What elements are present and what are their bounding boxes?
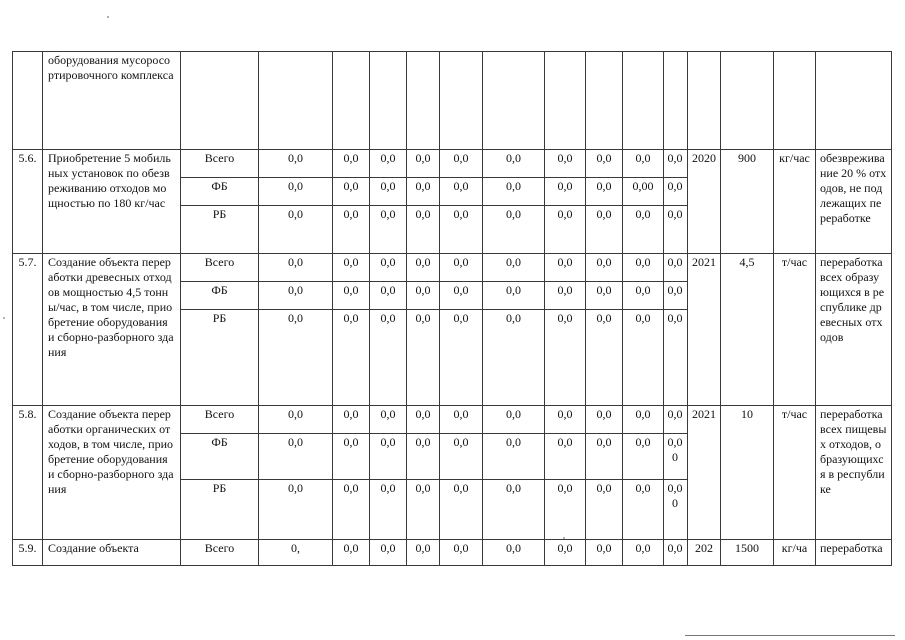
cell-value: 0,0	[586, 150, 623, 178]
cell-unit: кг/час	[774, 150, 816, 254]
cell-value: 0,0	[545, 540, 586, 566]
cell-unit: т/час	[774, 254, 816, 406]
cell-value: 0,0	[545, 310, 586, 406]
cell-value: 0,	[259, 540, 333, 566]
cell-value: 0,0	[440, 282, 483, 310]
cell-value: 0,0	[370, 434, 407, 480]
cell-value: 0,0	[545, 434, 586, 480]
cell-value: 0,0	[333, 406, 370, 434]
cell-source: РБ	[181, 310, 259, 406]
cell-value: 0,0	[483, 406, 545, 434]
cell-source: ФБ	[181, 434, 259, 480]
cell-value: 0,0	[664, 178, 688, 206]
cell-value: 0,00	[664, 480, 688, 540]
cell-value: 0,0	[370, 310, 407, 406]
cell-value: 0,0	[545, 178, 586, 206]
cell-year: 202	[688, 540, 721, 566]
cell-value: 0,0	[407, 282, 440, 310]
cell-num: 5.6.	[13, 150, 43, 254]
scan-speck	[3, 317, 5, 319]
cell-value: 0,0	[259, 206, 333, 254]
cell-value: 0,0	[623, 206, 664, 254]
cell-year: 2021	[688, 406, 721, 540]
cell-source: РБ	[181, 206, 259, 254]
cell-value: 0,0	[483, 310, 545, 406]
cell-name: Приобретение 5 мобильных установок по обезвреживанию отходов мощностью по 180 кг/час	[43, 150, 181, 254]
cell-value: 0,0	[407, 540, 440, 566]
cell-value: 0,0	[259, 310, 333, 406]
cell-num: 5.8.	[13, 406, 43, 540]
cell-value: 0,0	[623, 254, 664, 282]
cell-value: 0,0	[333, 254, 370, 282]
cell-value: 0,0	[664, 406, 688, 434]
cell-value: 0,0	[333, 150, 370, 178]
cell-value: 0,0	[333, 480, 370, 540]
scan-speck	[107, 16, 109, 18]
table-row	[13, 406, 892, 434]
cell-value: 0,0	[370, 406, 407, 434]
cell-value: 0,0	[483, 540, 545, 566]
cell-value: 0,0	[664, 282, 688, 310]
cell-value: 0,0	[483, 254, 545, 282]
program-table	[12, 51, 892, 566]
scan-speck	[563, 537, 565, 539]
cell-value: 0,0	[586, 254, 623, 282]
cell-value: 0,0	[545, 150, 586, 178]
cell-value: 0,0	[259, 406, 333, 434]
cell-value: 0,0	[623, 540, 664, 566]
cell-value: 0,0	[623, 406, 664, 434]
cell-source: Всего	[181, 406, 259, 434]
cell-source: РБ	[181, 480, 259, 540]
cell-result: обезвреживание 20 % отходов, не подлежащих переработке	[816, 150, 892, 254]
cell-value: 0,0	[259, 434, 333, 480]
cell-year: 2020	[688, 150, 721, 254]
cell-num	[13, 52, 43, 150]
cell-year: 2021	[688, 254, 721, 406]
cell-source: Всего	[181, 540, 259, 566]
cell-num: 5.7.	[13, 254, 43, 406]
table-row	[13, 150, 892, 178]
cell-value: 0,0	[586, 540, 623, 566]
cell-value: 0,0	[259, 282, 333, 310]
table-body	[13, 52, 892, 566]
cell-value: 0,0	[440, 406, 483, 434]
cell-value: 0,0	[407, 206, 440, 254]
cell-unit: кг/ча	[774, 540, 816, 566]
cell-value: 0,0	[407, 310, 440, 406]
cell-value: 0,0	[586, 206, 623, 254]
cell-value: 0,0	[664, 310, 688, 406]
cell-value: 0,0	[333, 540, 370, 566]
cell-value: 0,0	[370, 178, 407, 206]
cell-value: 0,0	[407, 480, 440, 540]
cell-value: 0,0	[545, 206, 586, 254]
cell-source: Всего	[181, 254, 259, 282]
cell-value: 0,0	[407, 150, 440, 178]
cell-value: 0,0	[545, 406, 586, 434]
cell-value: 0,0	[370, 254, 407, 282]
cell-value: 0,0	[623, 310, 664, 406]
cell-value: 0,0	[370, 206, 407, 254]
cell-value: 0,0	[623, 282, 664, 310]
cell-value: 0,0	[440, 540, 483, 566]
cell-value: 0,0	[333, 434, 370, 480]
cell-value: 0,0	[586, 434, 623, 480]
cell-name-continued: оборудования мусоросортировочного комплекса	[43, 52, 181, 150]
cell-value: 0,0	[483, 150, 545, 178]
cell-value: 0,0	[586, 282, 623, 310]
cell-source: ФБ	[181, 282, 259, 310]
cell-value: 0,0	[483, 282, 545, 310]
cell-value: 0,0	[370, 540, 407, 566]
cell-source: Всего	[181, 150, 259, 178]
cell-value: 0,0	[259, 254, 333, 282]
cell-value: 0,00	[623, 178, 664, 206]
cell-value: 0,0	[664, 254, 688, 282]
cell-value: 0,0	[545, 480, 586, 540]
cell-value: 0,0	[440, 434, 483, 480]
cell-value: 0,0	[259, 150, 333, 178]
cell-value: 0,0	[407, 434, 440, 480]
cell-num: 5.9.	[13, 540, 43, 566]
cell-value: 0,0	[259, 480, 333, 540]
cell-value: 0,0	[370, 150, 407, 178]
cell-value: 0,0	[333, 310, 370, 406]
cell-value: 0,0	[407, 406, 440, 434]
cell-value: 0,0	[586, 178, 623, 206]
cell-value: 0,0	[586, 406, 623, 434]
cell-indicator: 1500	[721, 540, 774, 566]
cell-value: 0,0	[623, 434, 664, 480]
cell-value: 0,0	[483, 480, 545, 540]
cell-value: 0,0	[370, 282, 407, 310]
cell-value: 0,0	[370, 480, 407, 540]
cell-value: 0,0	[440, 150, 483, 178]
cell-value: 0,0	[664, 206, 688, 254]
cell-value: 0,0	[545, 254, 586, 282]
table-row	[13, 540, 892, 566]
cell-value: 0,0	[407, 178, 440, 206]
cell-value: 0,0	[440, 178, 483, 206]
cell-indicator: 10	[721, 406, 774, 540]
cell-value: 0,0	[623, 480, 664, 540]
cell-name: Создание объекта	[43, 540, 181, 566]
cell-result: переработка всех пищевых отходов, образующихся в республике	[816, 406, 892, 540]
cell-value: 0,0	[545, 282, 586, 310]
cell-value: 0,0	[483, 434, 545, 480]
cell-name: Создание объекта переработки органических отходов, в том числе, приобретение оборудования и сборно-разборного здания	[43, 406, 181, 540]
cell-result: переработка всех образующихся в республике древесных отходов	[816, 254, 892, 406]
cell-value: 0,0	[440, 254, 483, 282]
table-row-continued	[13, 52, 892, 150]
cell-result: переработка	[816, 540, 892, 566]
cell-value: 0,0	[483, 178, 545, 206]
table-row	[13, 254, 892, 282]
page-edge-line	[685, 635, 895, 636]
cell-indicator: 900	[721, 150, 774, 254]
cell-value: 0,0	[664, 540, 688, 566]
cell-value: 0,00	[664, 434, 688, 480]
cell-value: 0,0	[483, 206, 545, 254]
cell-value: 0,0	[586, 480, 623, 540]
cell-value: 0,0	[333, 206, 370, 254]
cell-indicator: 4,5	[721, 254, 774, 406]
cell-value: 0,0	[333, 178, 370, 206]
cell-value: 0,0	[440, 310, 483, 406]
cell-value: 0,0	[586, 310, 623, 406]
cell-name: Создание объекта переработки древесных отходов мощностью 4,5 тонны/час, в том числе, приобретение оборудования и сборно-разборного здания	[43, 254, 181, 406]
cell-unit: т/час	[774, 406, 816, 540]
cell-source: ФБ	[181, 178, 259, 206]
cell-value: 0,0	[664, 150, 688, 178]
cell-value: 0,0	[440, 480, 483, 540]
cell-value: 0,0	[259, 178, 333, 206]
cell-value: 0,0	[407, 254, 440, 282]
cell-value: 0,0	[440, 206, 483, 254]
cell-value: 0,0	[623, 150, 664, 178]
cell-value: 0,0	[333, 282, 370, 310]
